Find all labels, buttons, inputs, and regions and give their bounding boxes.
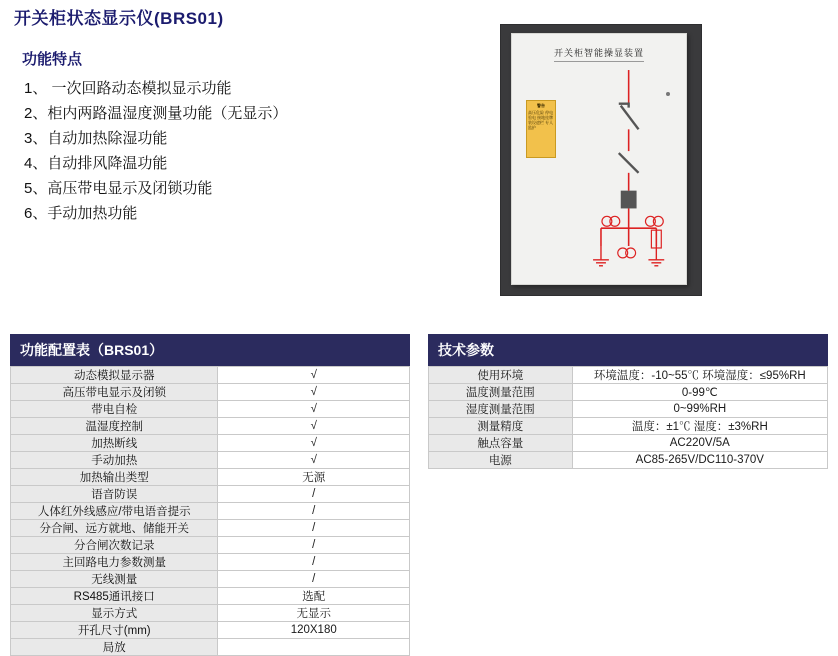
warning-label-title: 警告 xyxy=(537,103,545,108)
device-label: 开关柜智能操显装置 xyxy=(554,46,644,62)
features-heading: 功能特点 xyxy=(22,51,83,68)
spec-row-value: 0~99%RH xyxy=(572,401,827,418)
table-row xyxy=(429,401,828,418)
table-row xyxy=(11,452,410,469)
table-row xyxy=(11,469,410,486)
config-row-name: 高压带电显示及闭锁 xyxy=(11,384,218,401)
list-item: 4、自动排风降温功能 xyxy=(24,155,168,172)
table-row xyxy=(11,435,410,452)
spec-row-value: AC220V/5A xyxy=(572,435,827,452)
config-row-value: / xyxy=(218,486,410,503)
config-row-name: 显示方式 xyxy=(11,605,218,622)
table-row xyxy=(429,384,828,401)
table-row xyxy=(11,520,410,537)
spec-row-value: AC85-265V/DC110-370V xyxy=(572,452,827,469)
config-row-name: 分合闸次数记录 xyxy=(11,537,218,554)
config-row-value: / xyxy=(218,571,410,588)
list-item: 2、柜内两路温湿度测量功能（无显示） xyxy=(24,105,288,122)
config-row-value: √ xyxy=(218,435,410,452)
config-row-value: √ xyxy=(218,401,410,418)
config-row-name: 温湿度控制 xyxy=(11,418,218,435)
config-row-value: 无源 xyxy=(218,469,410,486)
spec-row-name: 触点容量 xyxy=(429,435,573,452)
circuit-diagram xyxy=(512,34,686,284)
config-row-name: 带电自检 xyxy=(11,401,218,418)
config-table xyxy=(10,366,410,656)
table-row xyxy=(11,622,410,639)
config-row-value: 120X180 xyxy=(218,622,410,639)
config-row-value: √ xyxy=(218,367,410,384)
config-table-block xyxy=(10,334,410,656)
page-title: 开关柜状态显示仪(BRS01) xyxy=(14,9,224,28)
list-item: 1、 一次回路动态模拟显示功能 xyxy=(24,80,232,97)
features-list xyxy=(24,76,444,226)
config-row-name: 语音防误 xyxy=(11,486,218,503)
config-row-name: 人体红外线感应/带电语音提示 xyxy=(11,503,218,520)
spec-table-block xyxy=(428,334,828,469)
config-row-name: 手动加热 xyxy=(11,452,218,469)
config-row-value: 选配 xyxy=(218,588,410,605)
spec-table-title: 技术参数 xyxy=(428,334,828,366)
table-row xyxy=(11,537,410,554)
table-row xyxy=(11,639,410,656)
table-row xyxy=(429,367,828,384)
list-item: 6、手动加热功能 xyxy=(24,205,138,222)
config-row-name: 加热输出类型 xyxy=(11,469,218,486)
config-row-name: 局放 xyxy=(11,639,218,656)
product-photo xyxy=(500,24,702,296)
config-row-value: √ xyxy=(218,452,410,469)
device-panel xyxy=(511,33,687,285)
config-row-value: / xyxy=(218,503,410,520)
table-row xyxy=(11,486,410,503)
list-item: 3、自动加热除湿功能 xyxy=(24,130,168,147)
table-row xyxy=(11,418,410,435)
config-row-name: RS485通讯接口 xyxy=(11,588,218,605)
spec-table xyxy=(428,366,828,469)
spec-row-name: 湿度测量范围 xyxy=(429,401,573,418)
config-row-name: 动态模拟显示器 xyxy=(11,367,218,384)
table-row xyxy=(11,367,410,384)
table-row xyxy=(11,605,410,622)
spec-row-value: 0-99℃ xyxy=(572,384,827,401)
table-row xyxy=(429,418,828,435)
table-row xyxy=(11,384,410,401)
config-row-value: / xyxy=(218,537,410,554)
config-row-name: 主回路电力参数测量 xyxy=(11,554,218,571)
table-row xyxy=(11,588,410,605)
table-row xyxy=(11,401,410,418)
spec-row-name: 使用环境 xyxy=(429,367,573,384)
spec-row-name: 温度测量范围 xyxy=(429,384,573,401)
config-row-name: 加热断线 xyxy=(11,435,218,452)
config-row-value: 无显示 xyxy=(218,605,410,622)
config-row-value xyxy=(218,639,410,656)
config-row-value: √ xyxy=(218,384,410,401)
spec-row-name: 电源 xyxy=(429,452,573,469)
config-row-name: 分合闸、远方就地、储能开关 xyxy=(11,520,218,537)
table-row xyxy=(11,554,410,571)
spec-row-value: 环境温度：-10~55℃ 环境湿度：≤95%RH xyxy=(572,367,827,384)
config-row-name: 无线测量 xyxy=(11,571,218,588)
config-row-value: / xyxy=(218,520,410,537)
spec-row-value: 温度：±1℃ 湿度：±3%RH xyxy=(572,418,827,435)
table-row xyxy=(429,435,828,452)
config-row-value: √ xyxy=(218,418,410,435)
config-row-value: / xyxy=(218,554,410,571)
config-table-title: 功能配置表（BRS01） xyxy=(10,334,410,366)
table-row xyxy=(11,503,410,520)
table-row xyxy=(429,452,828,469)
spec-row-name: 测量精度 xyxy=(429,418,573,435)
warning-label-text: 高压危险 停电验电 接地挂牌 装设遮栏 专人监护 xyxy=(528,110,554,130)
config-row-name: 开孔尺寸(mm) xyxy=(11,622,218,639)
table-row xyxy=(11,571,410,588)
list-item: 5、高压带电显示及闭锁功能 xyxy=(24,180,213,197)
